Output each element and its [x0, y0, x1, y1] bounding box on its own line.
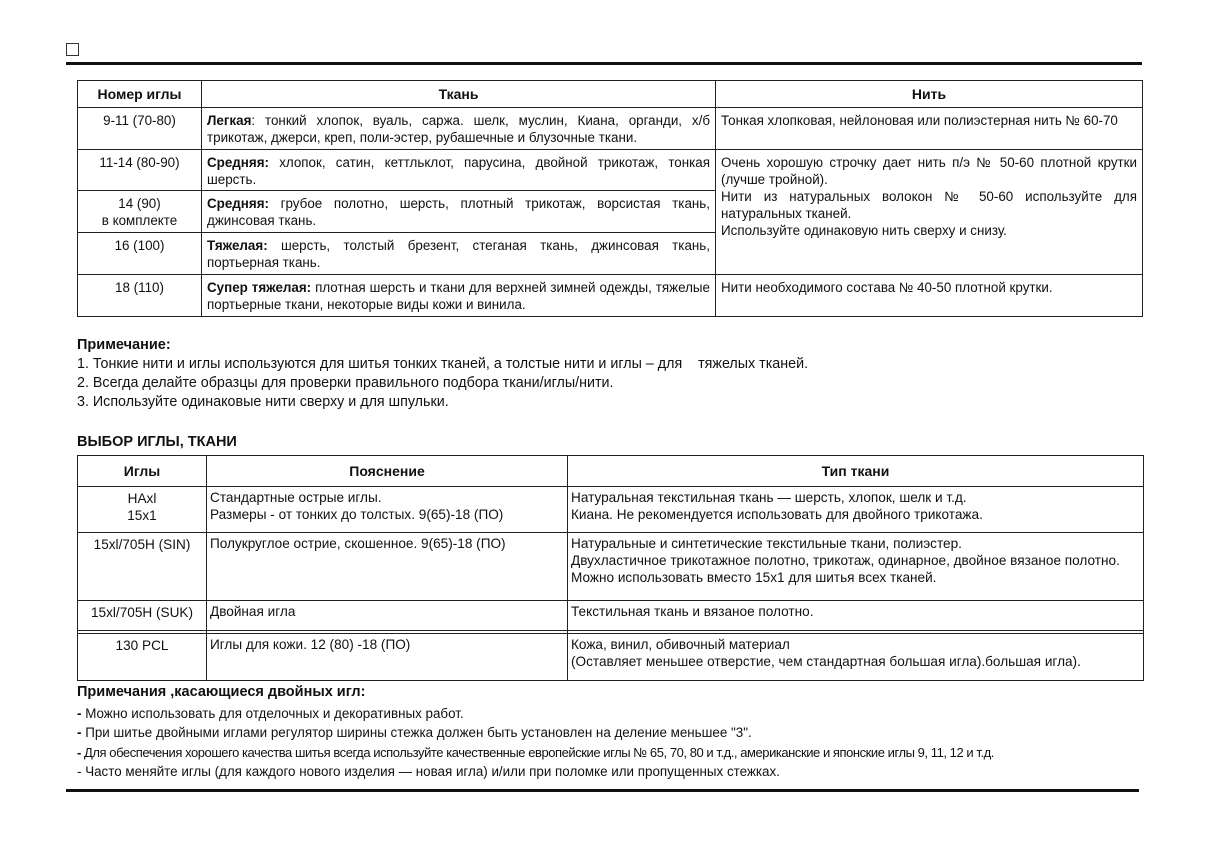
thread-note-line: Очень хорошую строчку дает нить п/э № 50-60 плотной крутки (лучше тройной).: [721, 155, 1137, 187]
needle-type-alt: 15x1: [127, 508, 157, 523]
twin-note-item: [77, 743, 994, 763]
fabric-type-line: Двухластичное трикотажное полотно, трикотаж, одинарное, двойное вязаное полотно. Можно использовать вместо 15x1 для шитья всех тканей.: [571, 553, 1120, 585]
fabric-cell: [202, 108, 716, 150]
header-thread: Нить: [716, 81, 1143, 108]
twin-note-text: Можно использовать для отделочных и декоративных работ.: [81, 705, 464, 721]
bullet-dash: -: [77, 705, 82, 721]
fabric-weight-label: Средняя:: [207, 155, 269, 170]
twin-note-item: [77, 762, 994, 782]
table-row: [78, 108, 1143, 150]
fabric-type-cell: Текстильная ткань и вязаное полотно.: [568, 601, 1144, 631]
explanation-cell: Полукруглое острие, скошенное. 9(65)-18 (ПО): [207, 533, 568, 601]
fabric-cell: [202, 150, 716, 191]
explanation-cell: Двойная игла: [207, 601, 568, 631]
table-header-row: [78, 81, 1143, 108]
fabric-description: плотная шерсть и ткани для верхней зимней одежды, тяжелые портьерные ткани, некоторые виды кожи и винила.: [207, 280, 711, 312]
thread-cell: Тонкая хлопковая, нейлоновая или полиэстерная нить № 60-70: [716, 108, 1143, 150]
table-row: [78, 487, 1144, 533]
needle-type-cell: 15xl/705H (SIN): [78, 533, 207, 601]
explanation-cell: Иглы для кожи. 12 (80) -18 (ПО): [207, 634, 568, 681]
needle-size-cell: 11-14 (80-90): [78, 150, 202, 191]
needle-size-cell: 18 (110): [78, 275, 202, 317]
twin-notes-title: Примечания ,касающиеся двойных игл:: [77, 684, 366, 700]
note-item: 3. Используйте одинаковые нити сверху и для шпульки.: [77, 394, 449, 410]
needle-size-text: 14 (90): [118, 196, 161, 211]
fabric-type-cell: [568, 487, 1144, 533]
table-row: [78, 533, 1144, 601]
bullet-dash: -: [77, 744, 81, 760]
header-fabric-type: Тип ткани: [568, 456, 1144, 487]
fabric-cell: [202, 233, 716, 275]
twin-note-item: [77, 723, 994, 743]
note-item: 1. Тонкие нити и иглы используются для шитья тонких тканей, а толстые нити и иглы – для тяжелых тканей.: [77, 356, 809, 372]
fabric-description: : тонкий хлопок, вуаль, саржа. шелк, муслин, Киана, органди, х/б трикотаж, джерси, креп, поли-эстер, рубашечные и блузочные ткани.: [207, 113, 710, 145]
needle-type-cell: 130 PCL: [78, 634, 207, 681]
needle-type: HAxl: [127, 491, 157, 506]
header-fabric: Ткань: [202, 81, 716, 108]
fabric-cell: [202, 191, 716, 233]
table-row: [78, 601, 1144, 631]
explanation-line: Стандартные острые иглы.: [210, 490, 382, 505]
fabric-type-line: Натуральные и синтетические текстильные ткани, полиэстер.: [571, 536, 962, 551]
table-row: [78, 150, 1143, 191]
explanation-line: Размеры - от тонких до толстых. 9(65)-18 (ПО): [210, 507, 504, 522]
fabric-description: хлопок, сатин, кеттльклот, парусина, двойной трикотаж, тонкая шерсть.: [207, 155, 710, 187]
fabric-cell: [202, 275, 716, 317]
bullet-dash: -: [77, 725, 82, 740]
header-explanation: Пояснение: [207, 456, 568, 487]
thread-note-line: Используйте одинаковую нить сверху и снизу.: [721, 223, 1007, 238]
needle-size-cell: 9-11 (70-80): [78, 108, 202, 150]
section-title: ВЫБОР ИГЛЫ, ТКАНИ: [77, 434, 237, 450]
explanation-cell: [207, 487, 568, 533]
needle-size-subtext: в комплекте: [101, 213, 178, 228]
needle-type-cell: 15xl/705H (SUK): [78, 601, 207, 631]
top-divider: [66, 62, 1142, 65]
fabric-type-line: Кожа, винил, обивочный материал: [571, 637, 790, 652]
twin-note-text: При шитье двойными иглами регулятор ширины стежка должен быть установлен на деление меньшее "3".: [81, 725, 752, 740]
fabric-weight-label: Средняя:: [207, 196, 269, 211]
needle-size-cell: 16 (100): [78, 233, 202, 275]
notes-title: Примечание:: [77, 337, 171, 353]
fabric-weight-label: Легкая: [207, 113, 252, 128]
thread-cell-merged: [716, 150, 1143, 275]
note-item: 2. Всегда делайте образцы для проверки правильного подбора ткани/иглы/нити.: [77, 375, 614, 391]
fabric-weight-label: Супер тяжелая:: [207, 280, 312, 295]
needle-type-cell: [78, 487, 207, 533]
notes-section: [77, 336, 808, 412]
fabric-type-line: Натуральная текстильная ткань — шерсть, хлопок, шелк и т.д.: [571, 490, 967, 505]
header-needles: Иглы: [78, 456, 207, 487]
bullet-dash: -: [77, 764, 82, 779]
twin-note-text: Часто меняйте иглы (для каждого нового изделия — новая игла) и/или при поломке или пропущенных стежках.: [81, 764, 780, 779]
thread-cell: Нити необходимого состава № 40-50 плотной крутки.: [716, 275, 1143, 317]
fabric-weight-label: Тяжелая:: [207, 238, 268, 253]
fabric-type-line: Киана. Не рекомендуется использовать для двойного трикотажа.: [571, 507, 983, 522]
fabric-description: шерсть, толстый брезент, стеганая ткань, джинсовая ткань, портьерная ткань.: [207, 238, 710, 270]
needle-size-cell: [78, 191, 202, 233]
fabric-type-line: (Оставляет меньшее отверстие, чем стандартная большая игла).большая игла).: [571, 654, 1081, 669]
twin-note-item: [77, 704, 994, 724]
fabric-type-cell: [568, 634, 1144, 681]
table-row: [78, 275, 1143, 317]
header-needle-size: Номер иглы: [78, 81, 202, 108]
table-header-row: [78, 456, 1144, 487]
twin-note-text: Для обеспечения хорошего качества шитья всегда используйте качественные европейские иглы № 65, 70, 80 и т.д., американские и японские иглы 9, 11, 12 и т.д.: [80, 744, 994, 760]
thread-note-line: Нити из натуральных волокон № 50-60 используйте для натуральных тканей.: [721, 189, 1137, 221]
needle-selection-table: [77, 455, 1144, 681]
needle-table: [77, 80, 1143, 317]
page-checkbox[interactable]: [66, 43, 79, 56]
fabric-description: грубое полотно, шерсть, плотный трикотаж, ворсистая ткань, джинсовая ткань.: [207, 196, 710, 228]
twin-needle-notes: [77, 683, 994, 782]
bottom-divider: [66, 789, 1139, 792]
fabric-type-cell: [568, 533, 1144, 601]
table-row: [78, 634, 1144, 681]
